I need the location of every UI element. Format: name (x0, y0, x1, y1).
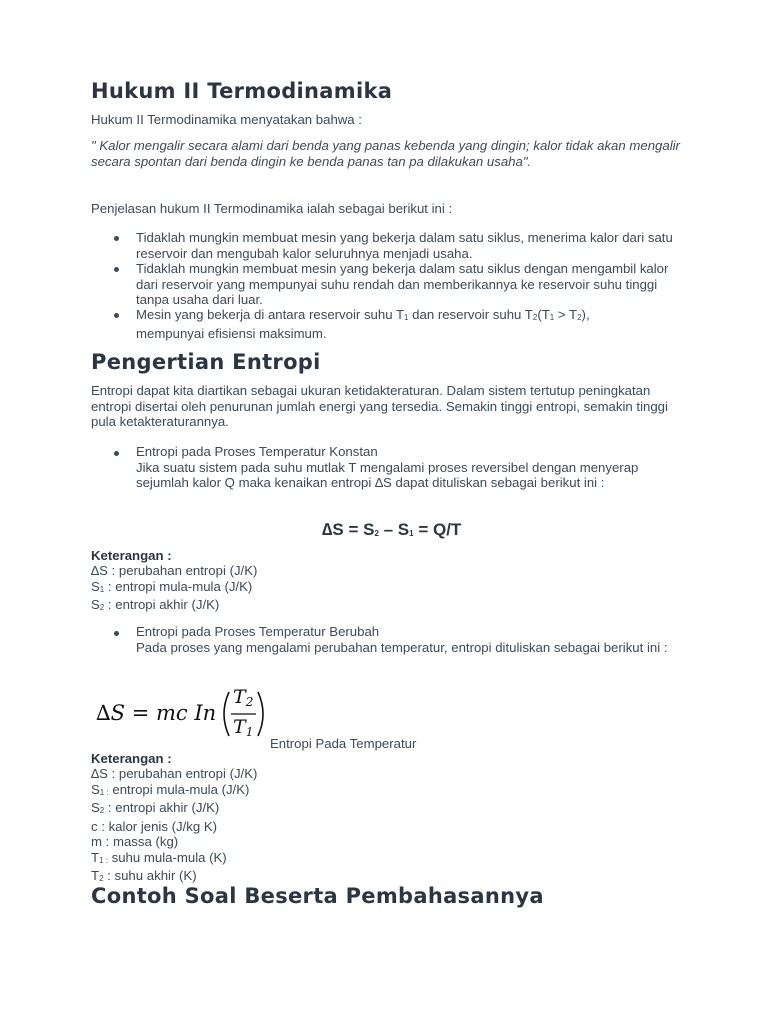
bullet-head: Entropi pada Proses Temperatur Konstan (136, 444, 378, 459)
formula-part: – S (378, 520, 410, 539)
symbol: S (91, 781, 100, 797)
bullet-dot (114, 631, 119, 636)
subscript: 1 (549, 313, 555, 322)
subscript: 1 (99, 584, 105, 594)
subscript: 2 (245, 695, 254, 709)
list-item: Tidaklah mungkin membuat mesin yang bekerja dalam satu siklus, menerima kalor dari satu reservoir dan mengubah kalor seluruhnya menjadi usaha. (136, 230, 673, 261)
denominator-symbol: T (233, 716, 246, 738)
bullet-dot (114, 267, 119, 272)
keterangan-line (91, 782, 257, 801)
desc: entropi mula-mula (J/K) (108, 781, 250, 797)
b3-text-d: > T (554, 307, 578, 322)
b3-text-e: ), (581, 307, 590, 322)
bullet-body: Pada proses yang mengalami perubahan temperatur, entropi dituliskan sebagai berikut ini : (136, 639, 668, 655)
desc: : suhu akhir (K) (103, 868, 197, 883)
formula-entropy-variable (96, 686, 271, 742)
subscript: 1 (404, 313, 409, 322)
bullet-dot (114, 236, 119, 241)
keterangan-line (91, 597, 257, 616)
keterangan-line: ∆S : perubahan entropi (J/K) (91, 766, 258, 781)
symbol: T (91, 849, 100, 865)
keterangan-block-2 (91, 751, 257, 887)
subscript: 2 (99, 806, 105, 815)
keterangan-block-1 (91, 548, 257, 616)
keterangan-line (91, 800, 257, 819)
bullet-dot (114, 451, 119, 456)
keterangan-label: Keterangan : (91, 751, 172, 766)
desc: : entropi mula-mula (J/K) (104, 578, 253, 594)
list-item (136, 624, 681, 655)
heading-contoh-soal: Contoh Soal Beserta Pembahasannya (91, 884, 544, 908)
formula-entropy-constant (322, 520, 461, 540)
intro-text: Hukum II Termodinamika menyatakan bahwa : (91, 112, 362, 127)
b3-text-a: Mesin yang bekerja di antara reservoir suhu T (136, 307, 405, 322)
symbol: T (91, 868, 100, 883)
subscript: 2 (99, 874, 104, 883)
keterangan-line (91, 850, 257, 869)
symbol: S (91, 597, 100, 612)
symbol: S (91, 800, 100, 815)
keterangan-line: m : massa (kg) (91, 834, 179, 849)
explain-text: Penjelasan hukum II Termodinamika ialah sebagai berikut ini : (91, 201, 453, 216)
list-item (136, 444, 681, 491)
fraction-numerator (233, 686, 253, 709)
list-item (136, 307, 696, 341)
keterangan-line: ∆S : perubahan entropi (J/K) (91, 563, 258, 578)
fraction-denominator (233, 716, 253, 739)
b3-text-c: (T (537, 307, 550, 322)
desc: suhu mula-mula (K) (107, 849, 227, 865)
bullet-body: Jika suatu sistem pada suhu mutlak T mengalami proses reversibel dengan menyerap sejumlah kalor Q maka kenaikan entropi ∆S dapat dituliskan sebagai berikut ini : (136, 459, 639, 490)
subscript: 1 : (99, 787, 109, 797)
numerator-symbol: T (233, 686, 246, 708)
b3-line2: mempunyai efisiensi maksimum. (136, 325, 327, 341)
subscript: 2 (99, 603, 105, 612)
symbol: S (91, 578, 100, 594)
b3-text-b: dan reservoir suhu T (408, 307, 533, 322)
bullet-head: Entropi pada Proses Temperatur Berubah (136, 624, 380, 639)
bullet-dot (114, 313, 119, 318)
subscript: 1 : (99, 855, 108, 865)
list-item: Tidaklah mungkin membuat mesin yang bekerja dalam satu siklus dengan mengambil kalor dari reservoir yang mempunyai suhu rendah dan memberikannya ke reservoir suhu tinggi tanpa usaha dari luar. (136, 261, 669, 307)
keterangan-label: Keterangan : (91, 548, 172, 563)
formula-caption: Entropi Pada Temperatur (270, 736, 417, 751)
formula-part: ∆S = S (322, 520, 375, 539)
formula-part: = Q/T (413, 520, 462, 539)
subscript: 1 (245, 725, 254, 739)
heading-pengertian-entropi: Pengertian Entropi (91, 350, 321, 374)
subscript: 2 (577, 313, 582, 322)
entropi-intro: Entropi dapat kita diartikan sebagai ukuran ketidakteraturan. Dalam sistem tertutup peningkatan entropi disertai oleh penurunan jumlah energi yang tersedia. Semakin tinggi entropi, semakin tinggi pula ketakteraturannya. (91, 383, 668, 429)
desc: : entropi akhir (J/K) (104, 800, 220, 815)
keterangan-line (91, 579, 257, 598)
formula-lhs: ∆S = mc In (96, 701, 217, 725)
desc: : entropi akhir (J/K) (104, 597, 220, 612)
subscript: 1 (409, 529, 414, 538)
quote-text: " Kalor mengalir secara alami dari benda yang panas kebenda yang dingin; kalor tidak akan mengalir secara spontan dari benda dingin ke benda panas tan pa dilakukan usaha". (91, 138, 680, 169)
keterangan-line: c : kalor jenis (J/kg K) (91, 818, 218, 834)
subscript: 2 (532, 313, 538, 322)
subscript: 2 (374, 529, 379, 538)
heading-hukum-ii: Hukum II Termodinamika (91, 79, 393, 103)
